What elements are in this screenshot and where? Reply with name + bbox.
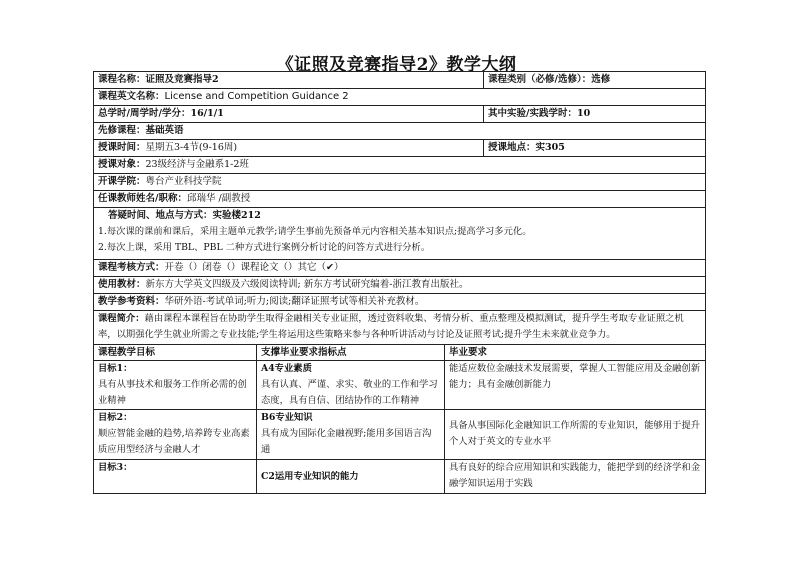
course-name-label: 课程名称： — [98, 74, 146, 85]
requirement-3-cell — [445, 460, 705, 493]
prereq-value: 基础英语 — [145, 125, 184, 136]
teacher-cell — [94, 191, 705, 207]
qa-value: 实验楼212 — [212, 210, 261, 221]
requirement-1-cell — [445, 361, 705, 409]
goal-3-cell — [94, 460, 257, 493]
course-category-cell — [484, 72, 705, 88]
goal-2-text: 顺应智能金融的趋势,培养跨专业高素质应用型经济与金融人才 — [98, 428, 250, 455]
row-hours — [93, 105, 706, 122]
intro-cell — [94, 311, 705, 343]
teacher-label: 任课教师姓名/职称： — [98, 193, 187, 204]
assessment-label: 课程考核方式： — [98, 262, 165, 273]
prereq-label: 先修课程： — [98, 125, 146, 136]
indicator-2-title: B6专业知识 — [261, 412, 313, 423]
row-assessment — [93, 259, 706, 276]
textbook-cell — [94, 277, 705, 293]
course-category-label: 课程类别（必修/选修）： — [488, 74, 592, 85]
row-reference — [93, 293, 706, 310]
assessment-cell — [94, 260, 705, 276]
row-textbook — [93, 276, 706, 293]
english-name-cell — [94, 89, 705, 105]
reference-cell — [94, 294, 705, 310]
place-label: 授课地点： — [488, 142, 536, 153]
practice-hours-label: 其中实验/实践学时： — [488, 108, 577, 119]
college-value: 粤台产业科技学院 — [145, 176, 222, 187]
goal-row-3 — [93, 459, 706, 494]
audience-label: 授课对象： — [98, 159, 146, 170]
goal-1-text: 具有从事技术和服务工作所必需的创业精神 — [98, 379, 247, 406]
row-qa — [93, 207, 706, 259]
indicator-1-text: 具有认真、严谨、求实、敬业的工作和学习态度，具有自信、团结协作的工作精神 — [261, 379, 438, 406]
college-label: 开课学院： — [98, 176, 146, 187]
indicator-1-title: A4专业素质 — [261, 363, 312, 374]
english-name-label: 课程英文名称： — [98, 91, 165, 102]
goal-3-title: 目标3： — [98, 462, 133, 473]
audience-value: 23级经济与金融系1-2班 — [145, 159, 249, 170]
goal-1-cell — [94, 361, 257, 409]
intro-label: 课程简介： — [98, 313, 145, 324]
time-value: 星期五3-4节(9-16周) — [145, 142, 238, 153]
hours-value: 16/1/1 — [190, 108, 224, 119]
requirement-2-cell — [445, 410, 705, 459]
indicator-3-cell — [257, 460, 445, 493]
reference-label: 教学参考资料： — [98, 296, 165, 307]
row-time-place — [93, 139, 706, 156]
time-cell — [94, 140, 484, 156]
practice-hours-cell — [484, 106, 705, 122]
requirement-2-text: 具备从事国际化金融知识工作所需的专业知识，能够用于提升个人对于英文的专业水平 — [449, 420, 701, 447]
indicator-3-title: C2运用专业知识的能力 — [261, 471, 359, 482]
reference-value: 华研外语-考试单词;听力;阅读;翻译证照考试等相关补充教材。 — [164, 296, 425, 307]
page-title: 《证照及竞赛指导2》教学大纲 — [276, 55, 517, 75]
goals-header-row — [93, 344, 706, 360]
qa-line-1: 1.每次课的课前和课后，采用主题单元教学;请学生事前先预备单元内容相关基本知识点;提高学习多元化。 — [98, 226, 532, 237]
teacher-value: 邱瑞华 /副教授 — [186, 193, 251, 204]
row-prereq — [93, 122, 706, 139]
indicator-2-cell — [257, 410, 445, 459]
course-name-value: 证照及竞赛指导2 — [145, 74, 219, 85]
place-cell — [484, 140, 705, 156]
header-requirement: 毕业要求 — [449, 347, 488, 358]
hours-cell — [94, 106, 484, 122]
place-value: 实305 — [535, 142, 565, 153]
row-course-name — [93, 71, 706, 88]
english-name-value: License and Competition Guidance 2 — [164, 91, 349, 102]
indicator-2-text: 具有成为国际化金融视野;能用多国语言沟通 — [261, 428, 432, 455]
audience-cell — [94, 157, 705, 173]
requirement-3-text: 具有良好的综合应用知识和实践能力，能把学到的经济学和金融学知识运用于实践 — [449, 462, 701, 489]
textbook-label: 使用教材： — [98, 279, 146, 290]
hours-label: 总学时/周学时/学分： — [98, 108, 191, 119]
practice-hours-value: 10 — [576, 108, 591, 119]
indicator-1-cell — [257, 361, 445, 409]
course-name-cell — [94, 72, 484, 88]
goal-2-title: 目标2： — [98, 412, 133, 423]
course-category-value: 选修 — [591, 74, 611, 85]
goal-row-1 — [93, 360, 706, 409]
college-cell — [94, 174, 705, 190]
header-indicator: 支撑毕业要求指标点 — [257, 345, 445, 360]
goal-1-title: 目标1： — [98, 363, 133, 374]
textbook-value: 新东方大学英文四级及六级阅读特训; 新东方考试研究编着-浙江教育出版社。 — [145, 279, 469, 290]
row-teacher — [93, 190, 706, 207]
qa-label: 答疑时间、地点与方式： — [108, 210, 213, 221]
row-audience — [93, 156, 706, 173]
row-intro — [93, 310, 706, 344]
syllabus-table — [93, 71, 706, 494]
goal-2-cell — [94, 410, 257, 459]
assessment-options: 开卷（）闭卷（）课程论文（）其它（✔） — [164, 262, 344, 273]
header-goal: 课程教学目标 — [94, 345, 257, 360]
goal-row-2 — [93, 409, 706, 459]
row-college — [93, 173, 706, 190]
prereq-cell — [94, 123, 705, 139]
requirement-1-text: 能适应数位金融技术发展需要，掌握人工智能应用及金融创新能力；具有金融创新能力 — [449, 363, 701, 390]
intro-text: 藉由课程本课程旨在协助学生取得金融相关专业证照，透过资料收集、考情分析、重点整理及模拟测试，提升学生考取专业证照之机率，以期强化学生就业所需之专业技能;学生将运用这些策略来参与各种听讲活动与讨论及证照考试;提升学生未来就业竞争力。 — [98, 313, 684, 340]
qa-heading — [94, 208, 705, 224]
qa-line-2: 2.每次上课，采用 TBL、PBL 二种方式进行案例分析讨论的问答方式进行分析。 — [98, 242, 431, 253]
time-label: 授课时间： — [98, 142, 146, 153]
row-english-name — [93, 88, 706, 105]
